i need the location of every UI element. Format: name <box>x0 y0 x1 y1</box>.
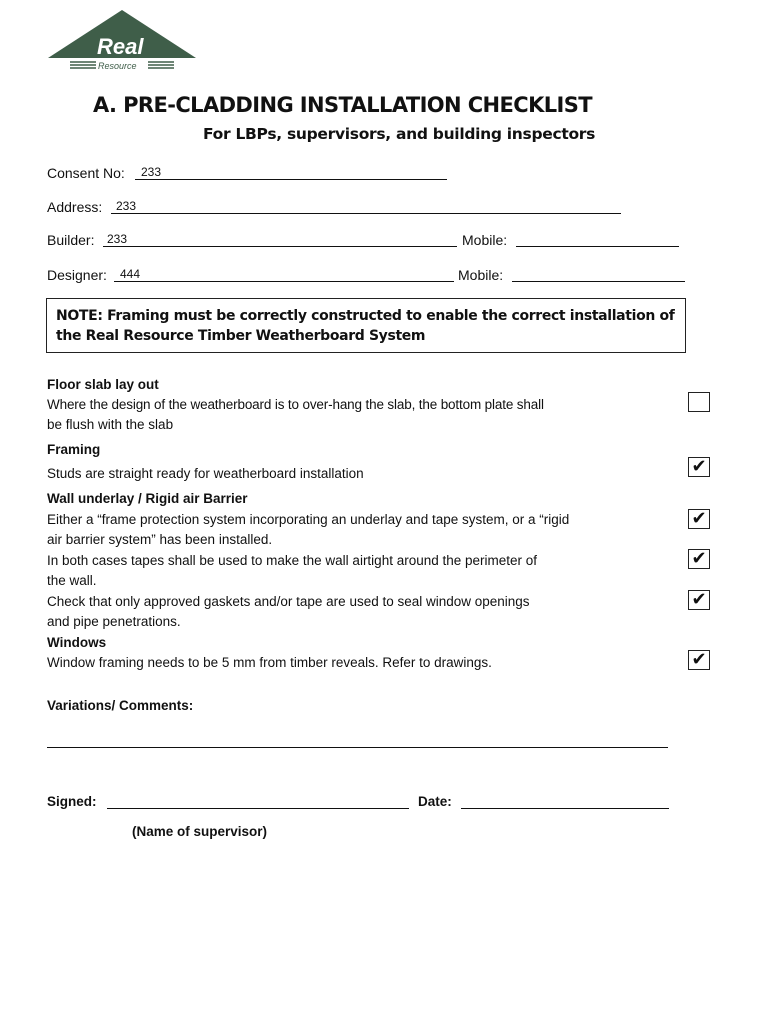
framing-heading: Framing <box>47 442 101 457</box>
designer-value: 444 <box>120 267 141 281</box>
windows-checkbox[interactable] <box>688 650 710 670</box>
address-field[interactable] <box>111 213 621 214</box>
real-resource-logo <box>48 10 196 72</box>
wall-underlay-item2-line2: the wall. <box>47 573 97 588</box>
note-line-2: the Real Resource Timber Weatherboard System <box>56 328 426 344</box>
builder-field[interactable] <box>103 246 457 247</box>
signed-field[interactable] <box>107 808 409 809</box>
address-value: 233 <box>116 199 137 213</box>
windows-text: Window framing needs to be 5 mm from timber reveals. Refer to drawings. <box>47 655 492 670</box>
logo-brand-text: Real <box>97 34 144 59</box>
consent-no-field[interactable] <box>135 179 447 180</box>
address-label: Address: <box>47 199 103 215</box>
logo-sub-text: Resource <box>98 61 137 71</box>
wall-underlay-item3-line2: and pipe penetrations. <box>47 614 181 629</box>
floor-slab-text-line-1: Where the design of the weatherboard is to over-hang the slab, the bottom plate shall <box>47 397 544 412</box>
checkmark-icon: ✔ <box>691 589 707 610</box>
checkmark-icon: ✔ <box>691 649 707 670</box>
wall-underlay-item1-checkbox[interactable] <box>688 509 710 529</box>
windows-heading: Windows <box>47 635 107 650</box>
framing-checkbox[interactable] <box>688 457 710 477</box>
checkmark-icon: ✔ <box>691 508 707 529</box>
comments-field[interactable] <box>47 747 668 748</box>
supervisor-name-caption: (Name of supervisor) <box>132 824 268 839</box>
wall-underlay-item2-line1: In both cases tapes shall be used to make the wall airtight around the perimeter of <box>47 553 538 568</box>
wall-underlay-item3-checkbox[interactable] <box>688 590 710 610</box>
framing-text: Studs are straight ready for weatherboard installation <box>47 466 364 481</box>
builder-mobile-label: Mobile: <box>462 232 508 248</box>
date-field[interactable] <box>461 808 669 809</box>
floor-slab-heading: Floor slab lay out <box>47 377 159 392</box>
note-text <box>56 306 681 346</box>
designer-mobile-field[interactable] <box>512 281 685 282</box>
wall-underlay-item2-checkbox[interactable] <box>688 549 710 569</box>
builder-value: 233 <box>107 232 128 246</box>
note-box <box>46 298 686 353</box>
designer-field[interactable] <box>114 281 454 282</box>
checkmark-icon: ✔ <box>691 456 707 477</box>
checkmark-icon: ✔ <box>691 548 707 569</box>
floor-slab-text-line-2: be flush with the slab <box>47 417 174 432</box>
consent-no-value: 233 <box>141 165 162 179</box>
builder-mobile-field[interactable] <box>516 246 679 247</box>
wall-underlay-item1-line2: air barrier system” has been installed. <box>47 532 273 547</box>
consent-no-label: Consent No: <box>47 165 125 181</box>
note-line-1: NOTE: Framing must be correctly constructed to enable the correct installation of <box>56 308 675 324</box>
comments-label: Variations/ Comments: <box>47 698 194 713</box>
builder-label: Builder: <box>47 232 95 248</box>
signed-label: Signed: <box>47 794 97 809</box>
floor-slab-checkbox[interactable] <box>688 392 710 412</box>
page-subtitle: For LBPs, supervisors, and building inspectors <box>203 125 596 143</box>
wall-underlay-item3-line1: Check that only approved gaskets and/or tape are used to seal window openings <box>47 594 530 609</box>
wall-underlay-heading: Wall underlay / Rigid air Barrier <box>47 491 248 506</box>
designer-label: Designer: <box>47 267 107 283</box>
designer-mobile-label: Mobile: <box>458 267 504 283</box>
date-label: Date: <box>418 794 452 809</box>
wall-underlay-item1-line1: Either a “frame protection system incorporating an underlay and tape system, or a “rigid <box>47 512 570 527</box>
page-title: A. PRE-CLADDING INSTALLATION CHECKLIST <box>93 93 592 117</box>
